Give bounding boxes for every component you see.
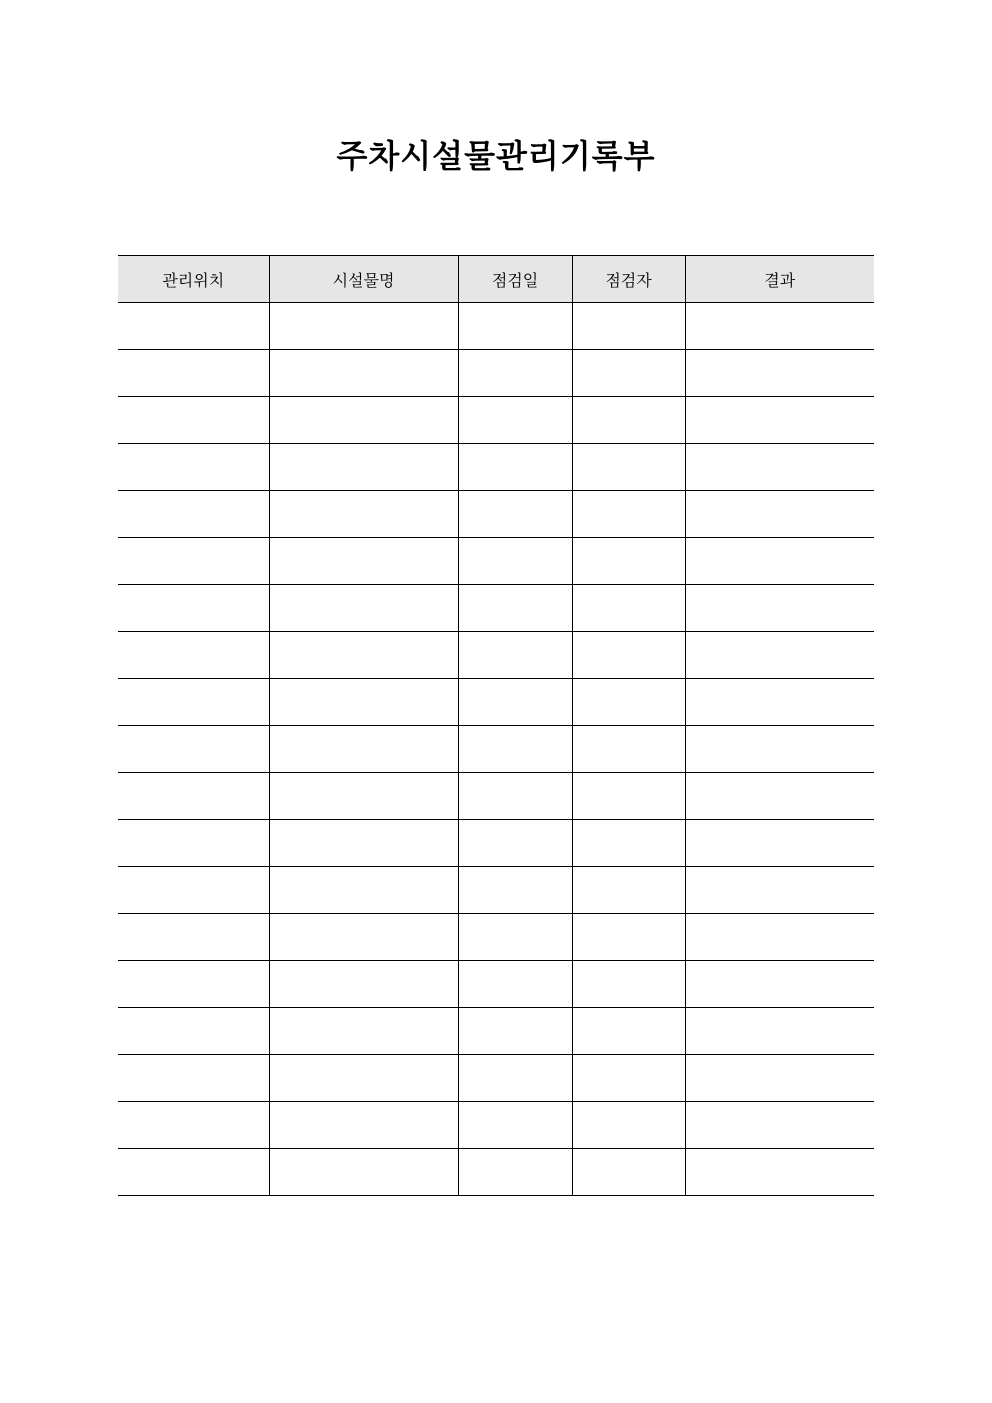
cell-inspector[interactable] — [572, 491, 685, 538]
cell-inspection-date[interactable] — [458, 444, 572, 491]
cell-location[interactable] — [118, 350, 269, 397]
cell-facility-name[interactable] — [269, 350, 458, 397]
header-inspector: 점검자 — [572, 256, 685, 303]
cell-result[interactable] — [685, 538, 874, 585]
cell-facility-name[interactable] — [269, 397, 458, 444]
cell-result[interactable] — [685, 1149, 874, 1196]
cell-facility-name[interactable] — [269, 820, 458, 867]
table-row — [118, 444, 874, 491]
cell-inspection-date[interactable] — [458, 773, 572, 820]
cell-inspector[interactable] — [572, 1055, 685, 1102]
table-row — [118, 1055, 874, 1102]
cell-inspection-date[interactable] — [458, 726, 572, 773]
cell-inspection-date[interactable] — [458, 1102, 572, 1149]
cell-location[interactable] — [118, 914, 269, 961]
cell-facility-name[interactable] — [269, 914, 458, 961]
cell-location[interactable] — [118, 1149, 269, 1196]
cell-location[interactable] — [118, 726, 269, 773]
cell-result[interactable] — [685, 1102, 874, 1149]
header-location: 관리위치 — [118, 256, 269, 303]
cell-location[interactable] — [118, 961, 269, 1008]
cell-inspection-date[interactable] — [458, 538, 572, 585]
cell-location[interactable] — [118, 820, 269, 867]
cell-location[interactable] — [118, 1102, 269, 1149]
cell-location[interactable] — [118, 397, 269, 444]
cell-location[interactable] — [118, 679, 269, 726]
cell-result[interactable] — [685, 867, 874, 914]
table-row — [118, 350, 874, 397]
cell-result[interactable] — [685, 1055, 874, 1102]
cell-inspection-date[interactable] — [458, 867, 572, 914]
header-result: 결과 — [685, 256, 874, 303]
table-row — [118, 820, 874, 867]
table-row — [118, 1149, 874, 1196]
cell-result[interactable] — [685, 1008, 874, 1055]
table-row — [118, 773, 874, 820]
cell-facility-name[interactable] — [269, 1008, 458, 1055]
cell-result[interactable] — [685, 961, 874, 1008]
cell-inspection-date[interactable] — [458, 1008, 572, 1055]
header-facility-name: 시설물명 — [269, 256, 458, 303]
cell-result[interactable] — [685, 773, 874, 820]
cell-inspector[interactable] — [572, 679, 685, 726]
header-row — [118, 256, 874, 303]
cell-location[interactable] — [118, 773, 269, 820]
table-row — [118, 679, 874, 726]
table-row — [118, 585, 874, 632]
cell-result[interactable] — [685, 585, 874, 632]
cell-location[interactable] — [118, 585, 269, 632]
cell-location[interactable] — [118, 867, 269, 914]
cell-result[interactable] — [685, 303, 874, 350]
table-body — [118, 303, 874, 1196]
record-table — [118, 255, 874, 1196]
cell-inspection-date[interactable] — [458, 303, 572, 350]
cell-result[interactable] — [685, 444, 874, 491]
table-row — [118, 538, 874, 585]
cell-location[interactable] — [118, 444, 269, 491]
cell-inspection-date[interactable] — [458, 679, 572, 726]
cell-location[interactable] — [118, 1008, 269, 1055]
cell-inspection-date[interactable] — [458, 632, 572, 679]
page-title: 주차시설물관리기록부 — [336, 137, 656, 175]
table-row — [118, 867, 874, 914]
cell-location[interactable] — [118, 538, 269, 585]
cell-inspector[interactable] — [572, 538, 685, 585]
cell-inspection-date[interactable] — [458, 1149, 572, 1196]
cell-result[interactable] — [685, 679, 874, 726]
cell-inspector[interactable] — [572, 773, 685, 820]
cell-facility-name[interactable] — [269, 444, 458, 491]
cell-inspector[interactable] — [572, 303, 685, 350]
cell-inspector[interactable] — [572, 350, 685, 397]
cell-facility-name[interactable] — [269, 726, 458, 773]
header-inspection-date: 점검일 — [458, 256, 572, 303]
cell-result[interactable] — [685, 632, 874, 679]
cell-inspection-date[interactable] — [458, 820, 572, 867]
cell-inspector[interactable] — [572, 726, 685, 773]
cell-inspection-date[interactable] — [458, 350, 572, 397]
cell-result[interactable] — [685, 820, 874, 867]
cell-facility-name[interactable] — [269, 1102, 458, 1149]
cell-facility-name[interactable] — [269, 961, 458, 1008]
cell-inspector[interactable] — [572, 1149, 685, 1196]
cell-result[interactable] — [685, 914, 874, 961]
table-row — [118, 726, 874, 773]
cell-inspector[interactable] — [572, 961, 685, 1008]
cell-location[interactable] — [118, 632, 269, 679]
table-row — [118, 914, 874, 961]
cell-inspector[interactable] — [572, 914, 685, 961]
cell-inspection-date[interactable] — [458, 914, 572, 961]
table-row — [118, 961, 874, 1008]
cell-inspector[interactable] — [572, 632, 685, 679]
cell-location[interactable] — [118, 303, 269, 350]
cell-location[interactable] — [118, 491, 269, 538]
cell-facility-name[interactable] — [269, 538, 458, 585]
cell-inspector[interactable] — [572, 820, 685, 867]
cell-inspection-date[interactable] — [458, 397, 572, 444]
table-row — [118, 1008, 874, 1055]
table-row — [118, 397, 874, 444]
cell-facility-name[interactable] — [269, 632, 458, 679]
table-row — [118, 303, 874, 350]
cell-result[interactable] — [685, 350, 874, 397]
cell-inspector[interactable] — [572, 585, 685, 632]
cell-facility-name[interactable] — [269, 1149, 458, 1196]
cell-inspector[interactable] — [572, 1008, 685, 1055]
cell-result[interactable] — [685, 397, 874, 444]
cell-result[interactable] — [685, 491, 874, 538]
cell-facility-name[interactable] — [269, 1055, 458, 1102]
cell-inspection-date[interactable] — [458, 961, 572, 1008]
cell-location[interactable] — [118, 1055, 269, 1102]
cell-facility-name[interactable] — [269, 867, 458, 914]
cell-facility-name[interactable] — [269, 491, 458, 538]
table-row — [118, 1102, 874, 1149]
cell-inspection-date[interactable] — [458, 585, 572, 632]
cell-result[interactable] — [685, 726, 874, 773]
cell-facility-name[interactable] — [269, 679, 458, 726]
cell-facility-name[interactable] — [269, 585, 458, 632]
table-row — [118, 632, 874, 679]
cell-facility-name[interactable] — [269, 303, 458, 350]
cell-inspector[interactable] — [572, 1102, 685, 1149]
cell-facility-name[interactable] — [269, 773, 458, 820]
cell-inspector[interactable] — [572, 444, 685, 491]
cell-inspection-date[interactable] — [458, 1055, 572, 1102]
cell-inspector[interactable] — [572, 867, 685, 914]
table-row — [118, 491, 874, 538]
cell-inspection-date[interactable] — [458, 491, 572, 538]
cell-inspector[interactable] — [572, 397, 685, 444]
